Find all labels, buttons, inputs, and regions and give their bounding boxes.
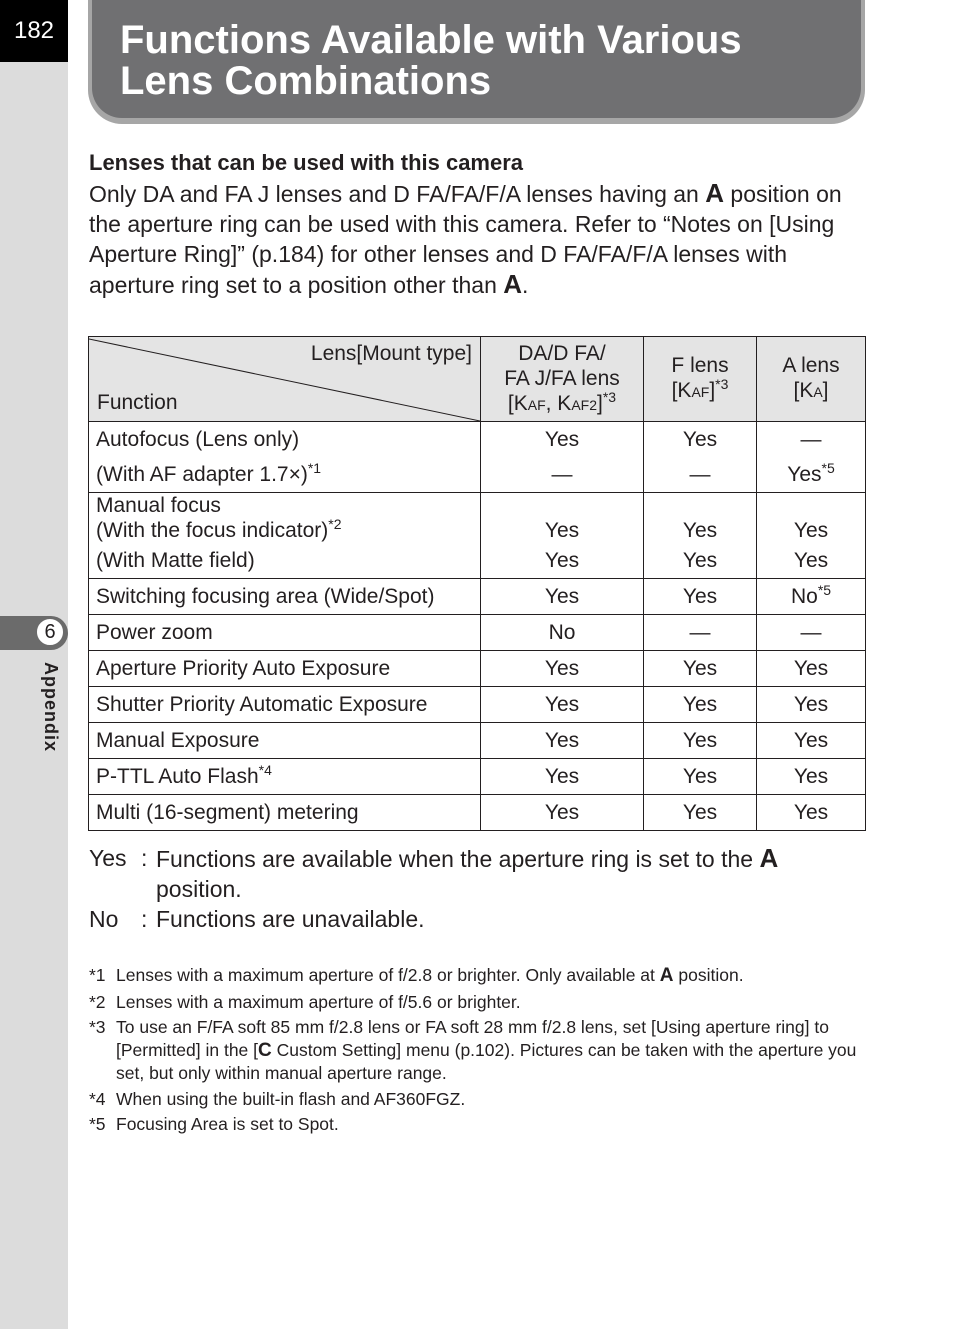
page-title: Functions Available with Various Lens Combinations [120,18,742,103]
table-row [89,795,866,831]
footnote-ref: *1 [307,460,322,476]
footnote-ref: *5 [817,582,832,598]
footnote: *2 Lenses with a maximum aperture of f/5.6 or brighter. [89,991,521,1012]
intro-text-3: . [522,272,529,298]
footnote-ref: *3 [602,388,617,405]
value-cell: Yes [644,579,757,615]
value-cell: No [481,615,644,651]
table-row [89,687,866,723]
value-cell: Yes Yes [481,493,644,579]
footnote-ref: *4 [258,762,272,778]
function-cell: Shutter Priority Automatic Exposure [89,687,481,723]
function-cell: P-TTL Auto Flash$^{*4}$ [89,759,481,795]
function-cell: Multi (16-segment) metering [89,795,481,831]
function-label: Function [97,391,178,414]
table-header-row [89,337,866,422]
lens-mount-type-label: Lens[Mount type] [310,342,472,365]
intro-text-1: Only DA and FA J lenses and D FA/FA/F/A lenses having an [89,181,699,207]
function-cell: Aperture Priority Auto Exposure [89,651,481,687]
function-cell: Manual Exposure [89,723,481,759]
value-cell: — Yes$^{*5}$ [757,422,866,493]
chapter-number: 6 [36,618,64,646]
value-cell: Yes Yes [644,493,757,579]
footnote-ref: *5 [821,460,835,476]
value-cell: Yes [644,795,757,831]
value-cell: Yes [757,795,866,831]
value-cell: — [644,615,757,651]
value-cell: Yes [481,579,644,615]
footnote: *5 Focusing Area is set to Spot. [89,1114,339,1134]
col-header-a-lens: A lens [KA] [757,337,866,422]
value-cell: Yes [481,759,644,795]
function-cell: Manual focus (With the focus indicator)$^{*2}$ (With Matte field) [89,493,481,579]
chapter-label: Appendix [41,662,61,753]
value-cell: Yes [757,723,866,759]
value-cell: Yes [644,723,757,759]
value-cell: Yes [757,687,866,723]
aperture-a-symbol: A [503,269,523,299]
table-row [89,651,866,687]
intro-text-2: position on the aperture ring can be used with this camera. Refer to “Notes on [Using Aperture Ring]” (p.184) for other lenses and D FA/FA/F/A lenses with aperture ring set to a position other than [89,181,842,298]
aperture-a-symbol: A [759,843,779,873]
value-cell: Yes [757,651,866,687]
table-row [89,493,866,579]
function-cell: Switching focusing area (Wide/Spot) [89,579,481,615]
table-row [89,615,866,651]
corner-header-cell [89,337,481,422]
legend-text: Functions are unavailable. [156,906,425,932]
col-header-f-lens: F lens [KAF]$^{*3}$ [644,337,757,422]
aperture-a-symbol: A [659,965,674,986]
legend [89,843,864,934]
value-cell: Yes [644,759,757,795]
footnote-ref: *3 [715,376,729,392]
value-cell: Yes [481,723,644,759]
value-cell: No$^{*5}$ [757,579,866,615]
table-row [89,723,866,759]
custom-setting-c-symbol: C [258,1039,272,1061]
footnote: *4 When using the built-in flash and AF360FGZ. [89,1088,466,1109]
footnote: *1 Lenses with a maximum aperture of f/2.8 or brighter. Only available at A position. [89,965,744,986]
legend-no: No : Functions are unavailable. [89,906,425,932]
value-cell: Yes [644,651,757,687]
legend-key: No [89,906,119,932]
table-row [89,422,866,493]
value-cell: Yes [644,687,757,723]
lens-function-table [88,336,866,831]
value-cell: Yes — [481,422,644,493]
value-cell: Yes — [644,422,757,493]
title-banner [88,0,865,124]
legend-yes: Yes : Functions are available when the aperture ring is set to the A position. [89,843,779,902]
page-number: 182 [0,0,68,62]
value-cell: Yes [481,687,644,723]
function-cell: Autofocus (Lens only) (With AF adapter 1.7×)$^{*1}$ [89,422,481,493]
footnote-ref: *2 [328,516,342,532]
table-row [89,579,866,615]
value-cell: Yes [481,651,644,687]
value-cell: Yes [757,759,866,795]
value-cell: — [757,615,866,651]
legend-key: Yes [89,845,127,871]
footnotes [89,964,864,1139]
intro-paragraph [89,178,864,300]
value-cell: Yes Yes [757,493,866,579]
value-cell: Yes [481,795,644,831]
aperture-a-symbol: A [705,178,725,208]
col-header-da-lens: DA/D FA/ FA J/FA lens [KAF, KAF2]$^{*3}$ [481,337,644,422]
table-row [89,759,866,795]
function-cell: Power zoom [89,615,481,651]
section-heading: Lenses that can be used with this camera [89,150,524,175]
footnote: *3 To use an F/FA soft 85 mm f/2.8 lens or FA soft 28 mm f/2.8 lens, set [Using aperture ring] to [Permitted] in the [C Custom Setting] menu (p.102). Pictures can be taken with the aperture you set, but only within manual aperture range. [89,1017,857,1083]
legend-text: Functions are available when the aperture ring is set to the A position. [156,843,779,902]
